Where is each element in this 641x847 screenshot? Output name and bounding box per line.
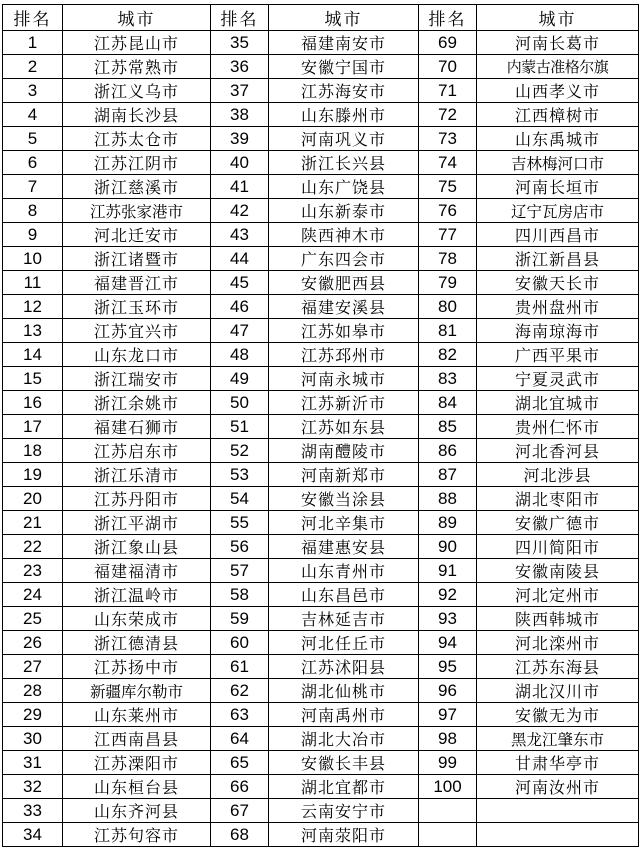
rank-cell: 38 [211, 103, 269, 127]
rank-cell: 22 [3, 535, 63, 559]
city-cell: 河北迁安市 [63, 223, 211, 247]
city-cell: 湖北枣阳市 [477, 487, 639, 511]
rank-cell: 54 [211, 487, 269, 511]
rank-cell: 13 [3, 319, 63, 343]
city-cell: 河北任丘市 [269, 631, 419, 655]
city-cell: 湖北汉川市 [477, 679, 639, 703]
city-cell: 山东青州市 [269, 559, 419, 583]
table-row [3, 199, 639, 223]
city-cell: 浙江平湖市 [63, 511, 211, 535]
rank-cell: 29 [3, 703, 63, 727]
city-cell: 浙江新昌县 [477, 247, 639, 271]
rank-cell: 78 [419, 247, 477, 271]
city-cell: 山东禹城市 [477, 127, 639, 151]
rank-cell: 65 [211, 751, 269, 775]
city-cell: 江苏常熟市 [63, 55, 211, 79]
rank-cell: 35 [211, 31, 269, 55]
table-row [3, 511, 639, 535]
rank-cell: 71 [419, 79, 477, 103]
rank-cell: 7 [3, 175, 63, 199]
rank-cell: 47 [211, 319, 269, 343]
rank-cell: 4 [3, 103, 63, 127]
city-cell: 江苏丹阳市 [63, 487, 211, 511]
rank-cell: 53 [211, 463, 269, 487]
city-cell: 广西平果市 [477, 343, 639, 367]
rank-cell: 83 [419, 367, 477, 391]
table-row [3, 415, 639, 439]
city-cell: 浙江玉环市 [63, 295, 211, 319]
rank-cell: 84 [419, 391, 477, 415]
city-cell: 安徽广德市 [477, 511, 639, 535]
rank-cell: 51 [211, 415, 269, 439]
city-cell: 海南琼海市 [477, 319, 639, 343]
rank-cell: 62 [211, 679, 269, 703]
rank-cell: 68 [211, 823, 269, 847]
city-cell: 江西南昌县 [63, 727, 211, 751]
city-cell: 江苏宜兴市 [63, 319, 211, 343]
table-row [3, 79, 639, 103]
rank-cell: 6 [3, 151, 63, 175]
table-row [3, 175, 639, 199]
city-cell: 福建晋江市 [63, 271, 211, 295]
county-ranking-table [2, 4, 639, 847]
rank-cell: 82 [419, 343, 477, 367]
rank-cell: 8 [3, 199, 63, 223]
city-cell: 浙江温岭市 [63, 583, 211, 607]
city-cell: 湖北仙桃市 [269, 679, 419, 703]
city-cell: 湖北大冶市 [269, 727, 419, 751]
table-row [3, 271, 639, 295]
city-cell: 贵州盘州市 [477, 295, 639, 319]
rank-cell: 86 [419, 439, 477, 463]
city-cell: 湖北宜都市 [269, 775, 419, 799]
rank-cell: 26 [3, 631, 63, 655]
city-cell: 新疆库尔勒市 [63, 679, 211, 703]
rank-cell: 49 [211, 367, 269, 391]
city-cell: 安徽宁国市 [269, 55, 419, 79]
table-row [3, 727, 639, 751]
city-cell: 山西孝义市 [477, 79, 639, 103]
city-cell: 四川简阳市 [477, 535, 639, 559]
city-cell: 内蒙古准格尔旗 [477, 55, 639, 79]
rank-cell: 77 [419, 223, 477, 247]
rank-cell: 39 [211, 127, 269, 151]
header-city-3: 城市 [477, 5, 639, 31]
table-row [3, 607, 639, 631]
rank-cell: 24 [3, 583, 63, 607]
city-cell: 福建惠安县 [269, 535, 419, 559]
table-row [3, 319, 639, 343]
rank-cell: 40 [211, 151, 269, 175]
city-cell: 黑龙江肇东市 [477, 727, 639, 751]
city-cell: 浙江慈溪市 [63, 175, 211, 199]
city-cell: 江苏扬中市 [63, 655, 211, 679]
table-row [3, 631, 639, 655]
rank-cell: 11 [3, 271, 63, 295]
rank-cell: 94 [419, 631, 477, 655]
city-cell: 山东齐河县 [63, 799, 211, 823]
rank-cell: 76 [419, 199, 477, 223]
city-cell: 浙江瑞安市 [63, 367, 211, 391]
rank-cell: 23 [3, 559, 63, 583]
header-city-2: 城市 [269, 5, 419, 31]
city-cell: 吉林梅河口市 [477, 151, 639, 175]
rank-cell: 43 [211, 223, 269, 247]
rank-cell: 45 [211, 271, 269, 295]
city-cell: 贵州仁怀市 [477, 415, 639, 439]
rank-cell: 32 [3, 775, 63, 799]
city-cell: 江苏新沂市 [269, 391, 419, 415]
table-row [3, 703, 639, 727]
table-row [3, 55, 639, 79]
table-row [3, 463, 639, 487]
city-cell: 河南永城市 [269, 367, 419, 391]
city-cell: 江苏如皋市 [269, 319, 419, 343]
header-rank-1: 排名 [3, 5, 63, 31]
header-row [3, 5, 639, 31]
rank-cell: 92 [419, 583, 477, 607]
table-row [3, 799, 639, 823]
rank-cell: 88 [419, 487, 477, 511]
city-cell: 福建安溪县 [269, 295, 419, 319]
city-cell: 河南汝州市 [477, 775, 639, 799]
rank-cell: 67 [211, 799, 269, 823]
rank-cell: 95 [419, 655, 477, 679]
table-row [3, 31, 639, 55]
rank-cell: 3 [3, 79, 63, 103]
city-cell: 浙江义乌市 [63, 79, 211, 103]
city-cell [477, 823, 639, 847]
city-cell: 河南长葛市 [477, 31, 639, 55]
rank-cell: 56 [211, 535, 269, 559]
rank-cell: 15 [3, 367, 63, 391]
city-cell: 山东滕州市 [269, 103, 419, 127]
rank-cell: 57 [211, 559, 269, 583]
city-cell: 宁夏灵武市 [477, 367, 639, 391]
city-cell: 江苏溧阳市 [63, 751, 211, 775]
rank-cell: 33 [3, 799, 63, 823]
table-row [3, 823, 639, 847]
rank-cell: 91 [419, 559, 477, 583]
city-cell: 浙江长兴县 [269, 151, 419, 175]
city-cell: 安徽南陵县 [477, 559, 639, 583]
rank-cell: 85 [419, 415, 477, 439]
rank-cell: 73 [419, 127, 477, 151]
city-cell: 福建南安市 [269, 31, 419, 55]
city-cell: 河北辛集市 [269, 511, 419, 535]
header-rank-2: 排名 [211, 5, 269, 31]
city-cell: 福建福清市 [63, 559, 211, 583]
rank-cell: 74 [419, 151, 477, 175]
rank-cell: 58 [211, 583, 269, 607]
table-row [3, 679, 639, 703]
rank-cell: 59 [211, 607, 269, 631]
city-cell: 江苏海安市 [269, 79, 419, 103]
city-cell: 四川西昌市 [477, 223, 639, 247]
city-cell: 河南巩义市 [269, 127, 419, 151]
header-city-1: 城市 [63, 5, 211, 31]
rank-cell: 46 [211, 295, 269, 319]
rank-cell: 50 [211, 391, 269, 415]
city-cell: 江苏张家港市 [63, 199, 211, 223]
rank-cell: 44 [211, 247, 269, 271]
city-cell: 湖南醴陵市 [269, 439, 419, 463]
rank-cell: 42 [211, 199, 269, 223]
rank-cell: 72 [419, 103, 477, 127]
rank-cell: 2 [3, 55, 63, 79]
rank-cell: 25 [3, 607, 63, 631]
rank-cell: 90 [419, 535, 477, 559]
city-cell: 江苏太仓市 [63, 127, 211, 151]
city-cell: 浙江德清县 [63, 631, 211, 655]
city-cell: 甘肃华亭市 [477, 751, 639, 775]
rank-cell: 69 [419, 31, 477, 55]
rank-cell: 16 [3, 391, 63, 415]
header-rank-3: 排名 [419, 5, 477, 31]
city-cell: 江苏如东县 [269, 415, 419, 439]
table-row [3, 223, 639, 247]
rank-cell: 52 [211, 439, 269, 463]
city-cell: 山东龙口市 [63, 343, 211, 367]
table-row [3, 487, 639, 511]
city-cell: 陕西神木市 [269, 223, 419, 247]
city-cell: 辽宁瓦房店市 [477, 199, 639, 223]
city-cell: 河北滦州市 [477, 631, 639, 655]
rank-cell: 66 [211, 775, 269, 799]
city-cell: 江西樟树市 [477, 103, 639, 127]
rank-cell: 96 [419, 679, 477, 703]
table-row [3, 127, 639, 151]
city-cell: 山东广饶县 [269, 175, 419, 199]
rank-cell: 19 [3, 463, 63, 487]
rank-cell: 20 [3, 487, 63, 511]
city-cell: 安徽当涂县 [269, 487, 419, 511]
city-cell: 吉林延吉市 [269, 607, 419, 631]
rank-cell: 10 [3, 247, 63, 271]
city-cell: 江苏启东市 [63, 439, 211, 463]
city-cell: 浙江象山县 [63, 535, 211, 559]
rank-cell: 14 [3, 343, 63, 367]
rank-cell: 28 [3, 679, 63, 703]
rank-cell: 21 [3, 511, 63, 535]
city-cell: 湖南长沙县 [63, 103, 211, 127]
table-row [3, 751, 639, 775]
table-row [3, 439, 639, 463]
city-cell: 江苏句容市 [63, 823, 211, 847]
table-row [3, 535, 639, 559]
city-cell: 河北涉县 [477, 463, 639, 487]
rank-cell: 9 [3, 223, 63, 247]
rank-cell: 41 [211, 175, 269, 199]
city-cell: 福建石狮市 [63, 415, 211, 439]
rank-cell: 79 [419, 271, 477, 295]
rank-cell [419, 823, 477, 847]
city-cell: 江苏东海县 [477, 655, 639, 679]
rank-cell: 36 [211, 55, 269, 79]
rank-cell: 99 [419, 751, 477, 775]
city-cell: 山东桓台县 [63, 775, 211, 799]
city-cell: 河南新郑市 [269, 463, 419, 487]
rank-cell: 31 [3, 751, 63, 775]
city-cell [477, 799, 639, 823]
rank-cell: 1 [3, 31, 63, 55]
city-cell: 浙江乐清市 [63, 463, 211, 487]
rank-cell: 27 [3, 655, 63, 679]
rank-cell: 37 [211, 79, 269, 103]
city-cell: 安徽长丰县 [269, 751, 419, 775]
rank-cell: 48 [211, 343, 269, 367]
rank-cell: 30 [3, 727, 63, 751]
rank-cell: 55 [211, 511, 269, 535]
city-cell: 湖北宜城市 [477, 391, 639, 415]
city-cell: 江苏邳州市 [269, 343, 419, 367]
city-cell: 山东莱州市 [63, 703, 211, 727]
rank-cell: 34 [3, 823, 63, 847]
city-cell: 河南禹州市 [269, 703, 419, 727]
rank-cell: 17 [3, 415, 63, 439]
rank-cell: 63 [211, 703, 269, 727]
table-row [3, 559, 639, 583]
table-row [3, 343, 639, 367]
rank-cell: 89 [419, 511, 477, 535]
city-cell: 河北定州市 [477, 583, 639, 607]
rank-cell: 60 [211, 631, 269, 655]
rank-cell: 100 [419, 775, 477, 799]
table-row [3, 103, 639, 127]
table-row [3, 391, 639, 415]
rank-cell: 18 [3, 439, 63, 463]
city-cell: 云南安宁市 [269, 799, 419, 823]
city-cell: 山东新泰市 [269, 199, 419, 223]
table-row [3, 775, 639, 799]
rank-cell: 61 [211, 655, 269, 679]
rank-cell: 12 [3, 295, 63, 319]
table-row [3, 151, 639, 175]
table-row [3, 247, 639, 271]
rank-cell: 81 [419, 319, 477, 343]
rank-cell: 5 [3, 127, 63, 151]
table-row [3, 295, 639, 319]
city-cell: 山东昌邑市 [269, 583, 419, 607]
city-cell: 广东四会市 [269, 247, 419, 271]
rank-cell [419, 799, 477, 823]
rank-cell: 97 [419, 703, 477, 727]
city-cell: 浙江余姚市 [63, 391, 211, 415]
rank-cell: 87 [419, 463, 477, 487]
city-cell: 安徽肥西县 [269, 271, 419, 295]
city-cell: 安徽天长市 [477, 271, 639, 295]
city-cell: 安徽无为市 [477, 703, 639, 727]
city-cell: 江苏昆山市 [63, 31, 211, 55]
rank-cell: 98 [419, 727, 477, 751]
rank-cell: 80 [419, 295, 477, 319]
city-cell: 浙江诸暨市 [63, 247, 211, 271]
table-row [3, 583, 639, 607]
city-cell: 陕西韩城市 [477, 607, 639, 631]
rank-cell: 93 [419, 607, 477, 631]
city-cell: 江苏江阴市 [63, 151, 211, 175]
city-cell: 河北香河县 [477, 439, 639, 463]
rank-cell: 75 [419, 175, 477, 199]
city-cell: 河南长垣市 [477, 175, 639, 199]
rank-cell: 64 [211, 727, 269, 751]
rank-cell: 70 [419, 55, 477, 79]
city-cell: 江苏沭阳县 [269, 655, 419, 679]
table-row [3, 367, 639, 391]
city-cell: 河南荥阳市 [269, 823, 419, 847]
city-cell: 山东荣成市 [63, 607, 211, 631]
table-row [3, 655, 639, 679]
